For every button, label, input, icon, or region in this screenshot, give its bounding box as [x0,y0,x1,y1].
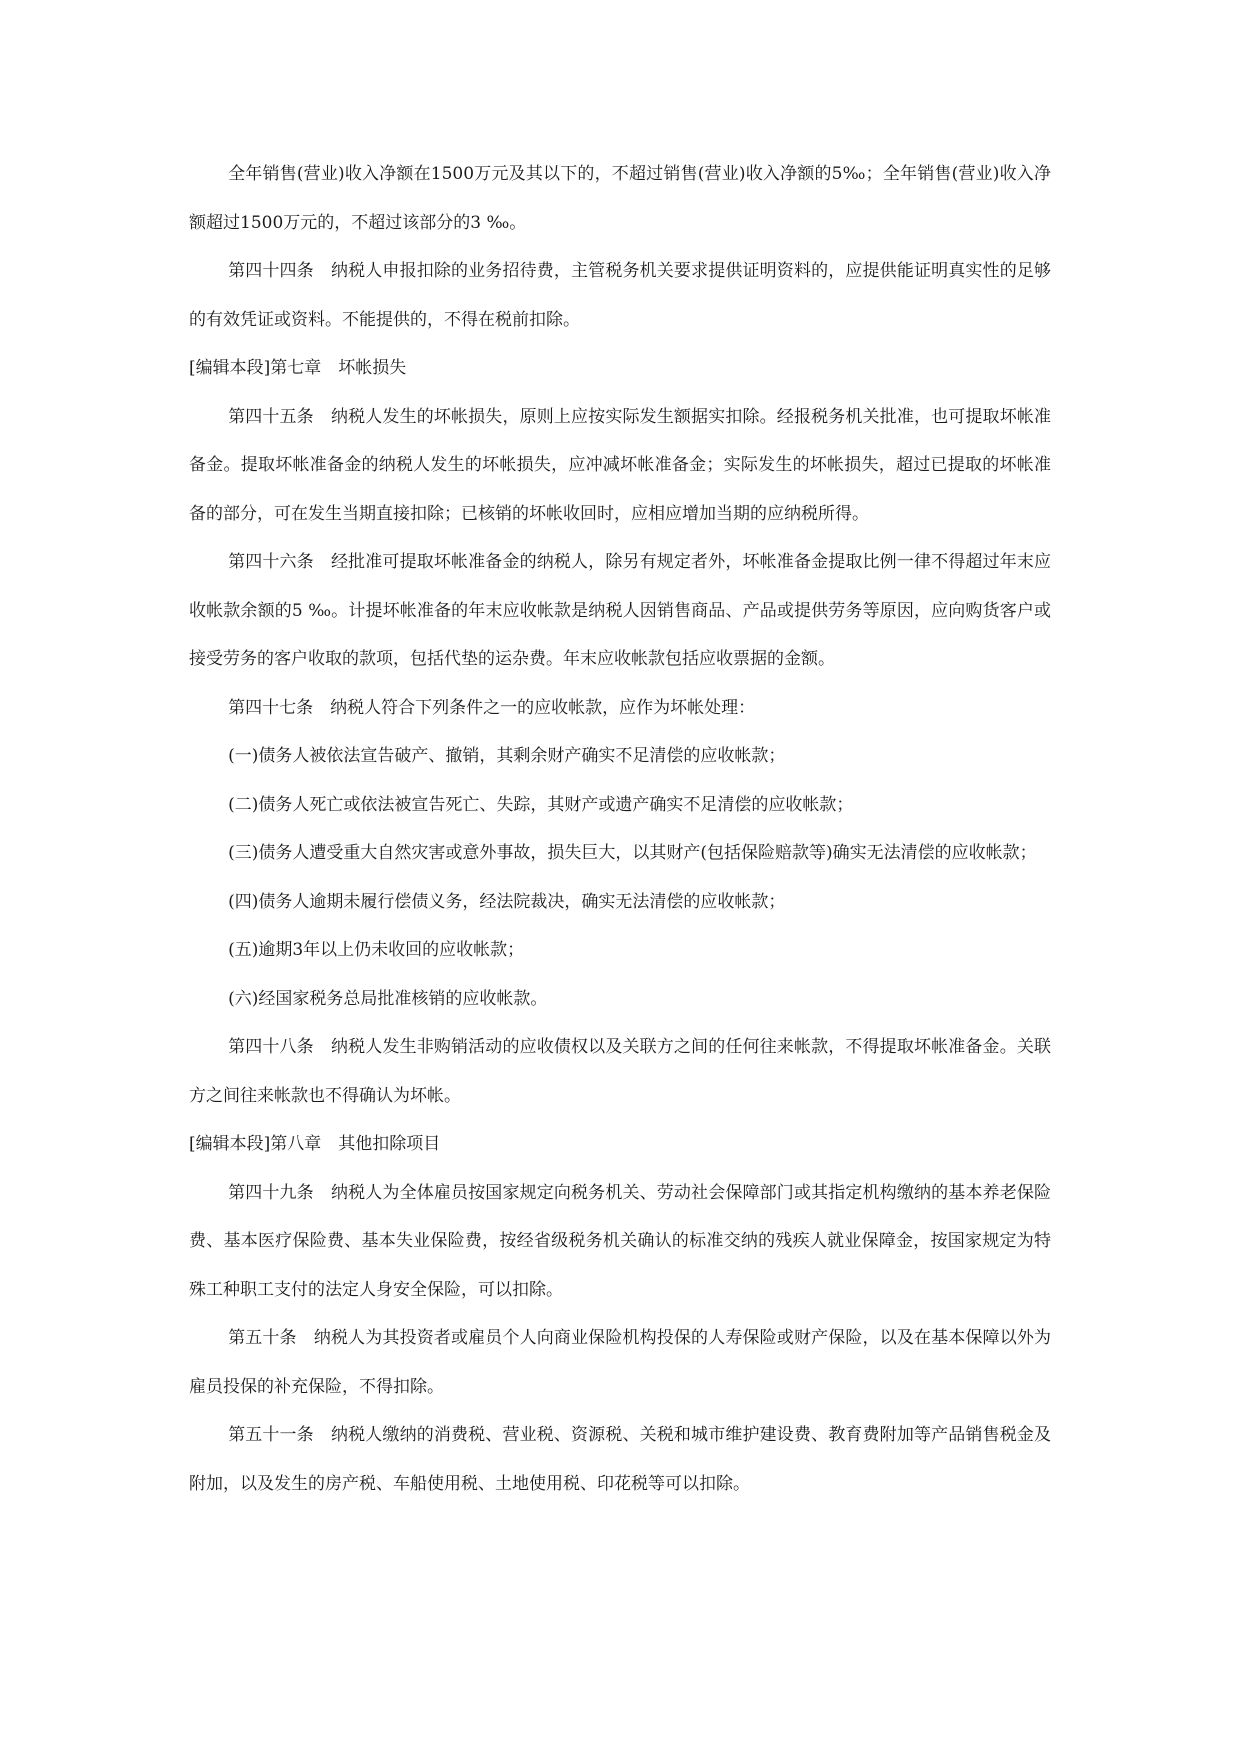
document-page [189,150,1051,1508]
list-item-5: (五)逾期3年以上仍未收回的应收帐款； [228,940,525,960]
paragraph-article-50: 第五十条 纳税人为其投资者或雇员个人向商业保险机构投保的人寿保险或财产保险，以及在基本保障以外为雇员投保的补充保险，不得扣除。 [189,1328,1051,1397]
paragraph-article-49: 第四十九条 纳税人为全体雇员按国家规定向税务机关、劳动社会保障部门或其指定机构缴纳的基本养老保险费、基本医疗保险费、基本失业保险费，按经省级税务机关确认的标准交纳的残疾人就业保障金，按国家规定为特殊工种职工支付的法定人身安全保险，可以扣除。 [189,1182,1051,1300]
chapter-heading-8: [编辑本段]第八章 其他扣除项目 [189,1134,441,1154]
paragraph-article-44: 第四十四条 纳税人申报扣除的业务招待费，主管税务机关要求提供证明资料的，应提供能证明真实性的足够的有效凭证或资料。不能提供的，不得在税前扣除。 [189,261,1051,330]
paragraph-article-46: 第四十六条 经批准可提取坏帐准备金的纳税人，除另有规定者外，坏帐准备金提取比例一律不得超过年末应收帐款余额的5 ‰。计提坏帐准备的年末应收帐款是纳税人因销售商品、产品或提供劳务等原因，应向购货客户或接受劳务的客户收取的款项，包括代垫的运杂费。年末应收帐款包括应收票据的金额。 [189,552,1051,669]
paragraph-article-47: 第四十七条 纳税人符合下列条件之一的应收帐款，应作为坏帐处理： [228,697,756,718]
list-item-1: (一)债务人被依法宣告破产、撤销，其剩余财产确实不足清偿的应收帐款； [228,746,786,766]
list-item-6: (六)经国家税务总局批准核销的应收帐款。 [228,988,548,1009]
list-item-3: (三)债务人遭受重大自然灾害或意外事故，损失巨大，以其财产(包括保险赔款等)确实无法清偿的应收帐款； [228,843,1037,863]
paragraph-article-51: 第五十一条 纳税人缴纳的消费税、营业税、资源税、关税和城市维护建设费、教育费附加等产品销售税金及附加，以及发生的房产税、车船使用税、土地使用税、印花税等可以扣除。 [189,1425,1051,1494]
paragraph-article-45: 第四十五条 纳税人发生的坏帐损失，原则上应按实际发生额据实扣除。经报税务机关批准，也可提取坏帐准备金。提取坏帐准备金的纳税人发生的坏帐损失，应冲减坏帐准备金；实际发生的坏帐损失，超过已提取的坏帐准备的部分，可在发生当期直接扣除；已核销的坏帐收回时，应相应增加当期的应纳税所得。 [189,406,1051,524]
chapter-heading-7: [编辑本段]第七章 坏帐损失 [189,358,407,378]
list-item-4: (四)债务人逾期未履行偿债义务，经法院裁决，确实无法清偿的应收帐款； [228,891,786,912]
paragraph-article-48: 第四十八条 纳税人发生非购销活动的应收债权以及关联方之间的任何往来帐款，不得提取坏帐准备金。关联方之间往来帐款也不得确认为坏帐。 [189,1037,1051,1106]
paragraph-sales-limit: 全年销售(营业)收入净额在1500万元及其以下的，不超过销售(营业)收入净额的5‰；全年销售(营业)收入净额超过1500万元的，不超过该部分的3 ‰。 [189,164,1051,233]
list-item-2: (二)债务人死亡或依法被宣告死亡、失踪，其财产或遗产确实不足清偿的应收帐款； [228,794,854,815]
